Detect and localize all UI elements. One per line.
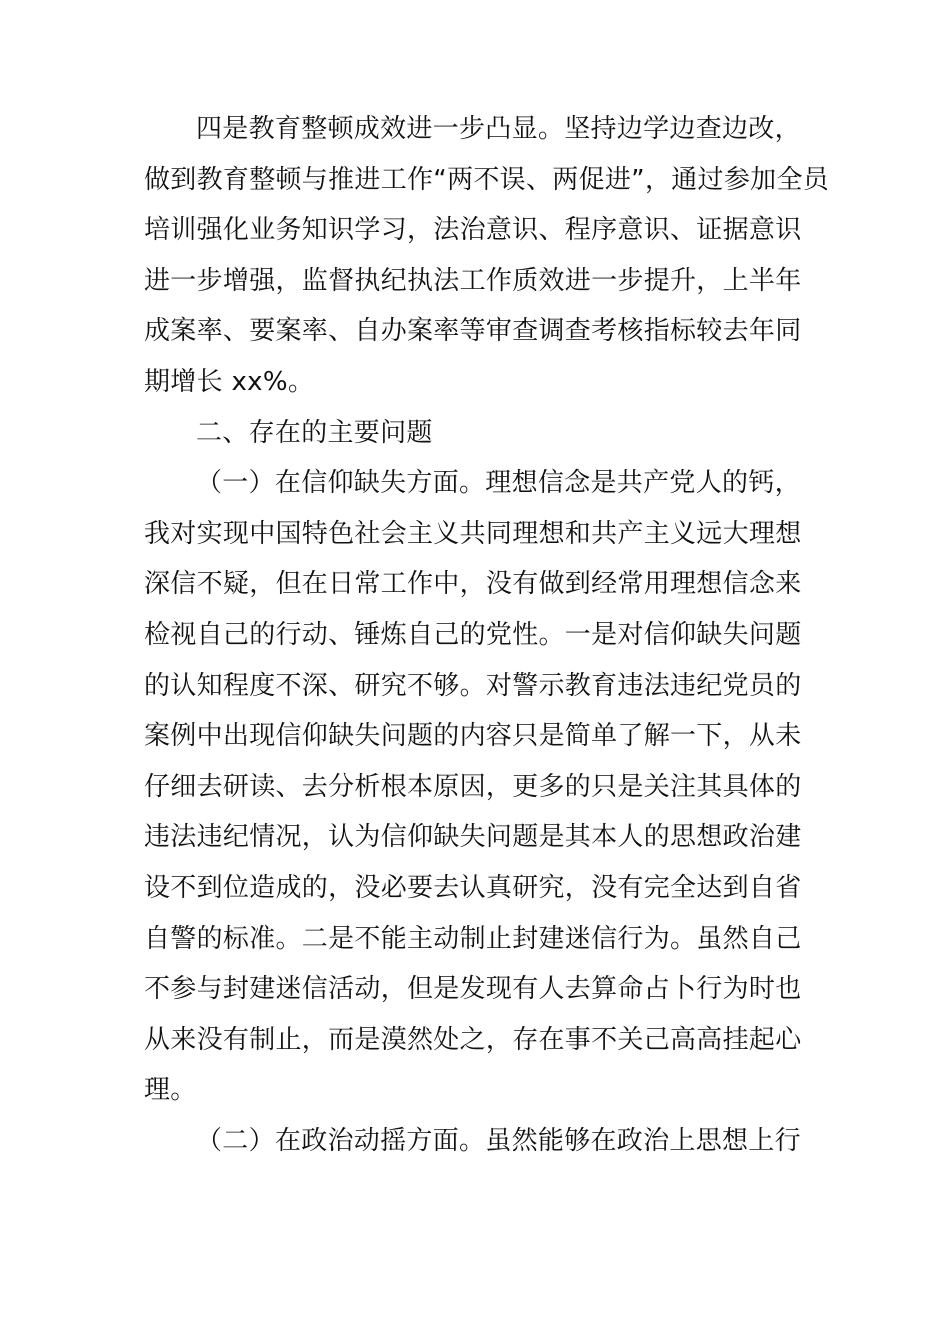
paragraph-line: 四是教育整顿成效进一步凸显。坚持边学边查边改， [196, 114, 801, 144]
paragraph-line: 不参与封建迷信活动，但是发现有人去算命占卜行为时也 [144, 974, 802, 1005]
paragraph-line: （一）在信仰缺失方面。理想信念是共产党人的钙， [196, 468, 801, 499]
paragraph-line: 的认知程度不深、研究不够。对警示教育违法违纪党员的 [144, 670, 802, 701]
paragraph-line: 期增长 xx%。 [144, 366, 315, 397]
paragraph-line: 培训强化业务知识学习，法治意识、程序意识、证据意识 [144, 215, 802, 246]
paragraph-line: 进一步增强，监督执纪执法工作质效进一步提升，上半年 [144, 265, 802, 296]
paragraph-line: 检视自己的行动、锤炼自己的党性。一是对信仰缺失问题 [144, 619, 802, 650]
paragraph-line: 成案率、要案率、自办案率等审查调查考核指标较去年同 [144, 316, 802, 347]
paragraph-line: 从来没有制止，而是漠然处之，存在事不关己高高挂起心 [144, 1024, 802, 1055]
paragraph-line: 违法违纪情况，认为信仰缺失问题是其本人的思想政治建 [144, 822, 802, 853]
paragraph-line: 深信不疑，但在日常工作中，没有做到经常用理想信念来 [144, 569, 802, 600]
paragraph-line: 自警的标准。二是不能主动制止封建迷信行为。虽然自己 [144, 923, 802, 954]
paragraph-line: 我对实现中国特色社会主义共同理想和共产主义远大理想 [144, 518, 802, 549]
paragraph-line: （二）在政治动摇方面。虽然能够在政治上思想上行 [196, 1125, 801, 1156]
paragraph-line: 仔细去研读、去分析根本原因，更多的只是关注其具体的 [144, 771, 802, 802]
document-body [144, 104, 830, 1166]
section-heading: 二、存在的主要问题 [196, 417, 433, 448]
paragraph-line: 案例中出现信仰缺失问题的内容只是简单了解一下，从未 [144, 721, 802, 752]
paragraph-line: 设不到位造成的，没必要去认真研究，没有完全达到自省 [144, 872, 802, 903]
paragraph-line: 理。 [144, 1075, 197, 1106]
paragraph-line: 做到教育整顿与推进工作“两不误、两促进”，通过参加全员 [144, 164, 830, 195]
